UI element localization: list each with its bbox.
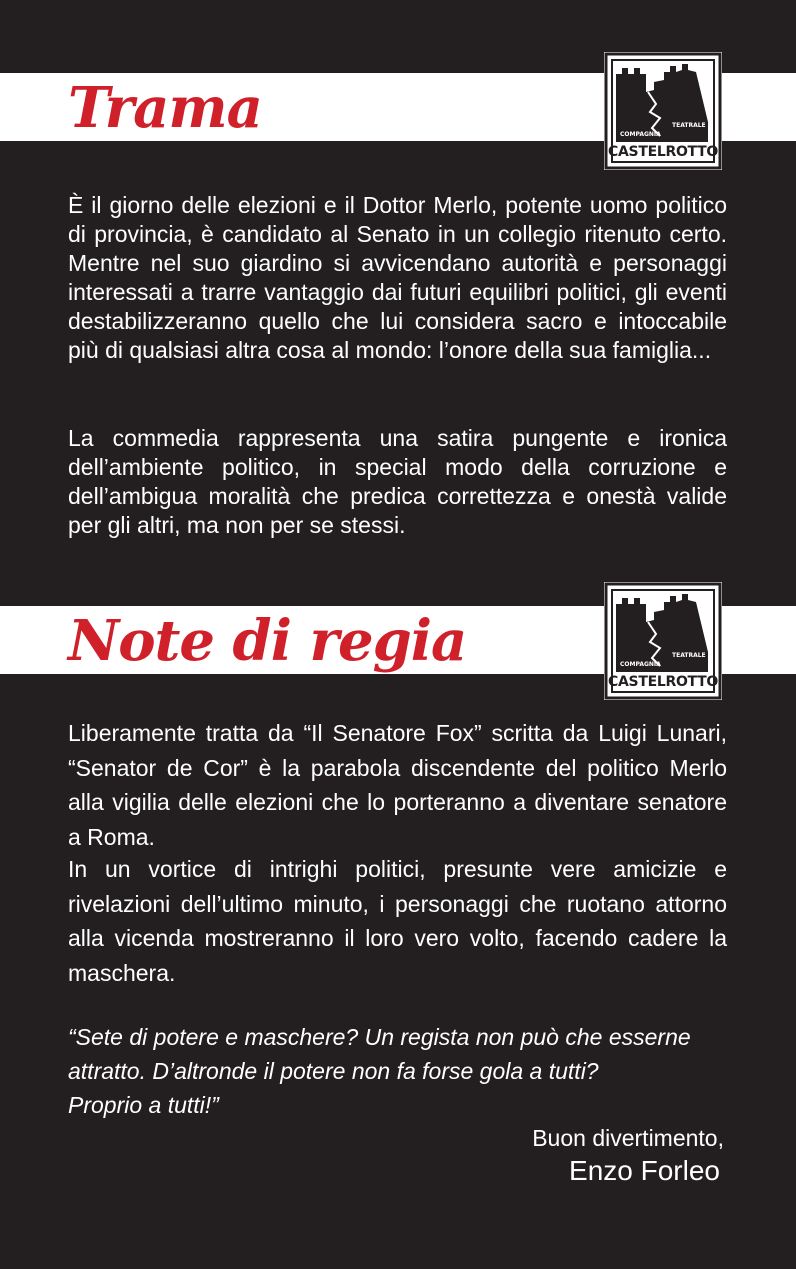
castelrotto-logo [604,582,722,700]
note-paragraph-2: In un vortice di intrighi politici, presunte vere amicizie e rivelazioni dell’ultimo minuto, i personaggi che ruotano attorno alla vicenda mostreranno il loro vero volto, facendo cadere la maschera. [68,856,727,986]
logo-teatrale-text: TEATRALE [672,652,706,659]
logo-castelrotto-text: CASTELROTTO [608,144,718,160]
closing-greeting: Buon divertimento, [532,1125,724,1151]
author-signature: Enzo Forleo [569,1155,720,1186]
trama-paragraph-2: La commedia rappresenta una satira pungente e ironica dell’ambiente politico, in special modo della corruzione e dell’ambigua moralità che predica correttezza e onestà valide per gli altri, ma non per se stessi. [68,425,727,538]
castelrotto-logo [604,52,722,170]
logo-castelrotto-text: CASTELROTTO [608,674,718,690]
director-quote [68,1020,738,1122]
section-title-note-di-regia: Note di regia [68,608,467,674]
note-paragraph-1: Liberamente tratta da “Il Senatore Fox” scritta da Luigi Lunari, “Senator de Cor” è la parabola discendente del politico Merlo alla vigilia delle elezioni che lo porteranno a diventare senatore a Roma. [68,720,727,850]
logo-compagnia-text: COMPAGNIA [620,131,661,138]
quote-line: “Sete di potere e maschere? Un regista non può che esserne [68,1024,691,1050]
logo-compagnia-text: COMPAGNIA [620,661,661,668]
logo-teatrale-text: TEATRALE [672,122,706,129]
trama-paragraph-1: È il giorno delle elezioni e il Dottor Merlo, potente uomo politico di provincia, è candidato al Senato in un collegio ritenuto certo. Mentre nel suo giardino si avvicendano autorità e personaggi interessati a trarre vantaggio dai futuri equilibri politici, gli eventi destabilizzeranno quello che lui considera sacro e intoccabile più di qualsiasi altra cosa al mondo: l’onore della sua famiglia... [68,192,727,363]
quote-line: Proprio a tutti!” [68,1092,219,1118]
section-title-trama: Trama [68,75,262,141]
quote-line: attratto. D’altronde il potere non fa forse gola a tutti? [68,1058,599,1084]
